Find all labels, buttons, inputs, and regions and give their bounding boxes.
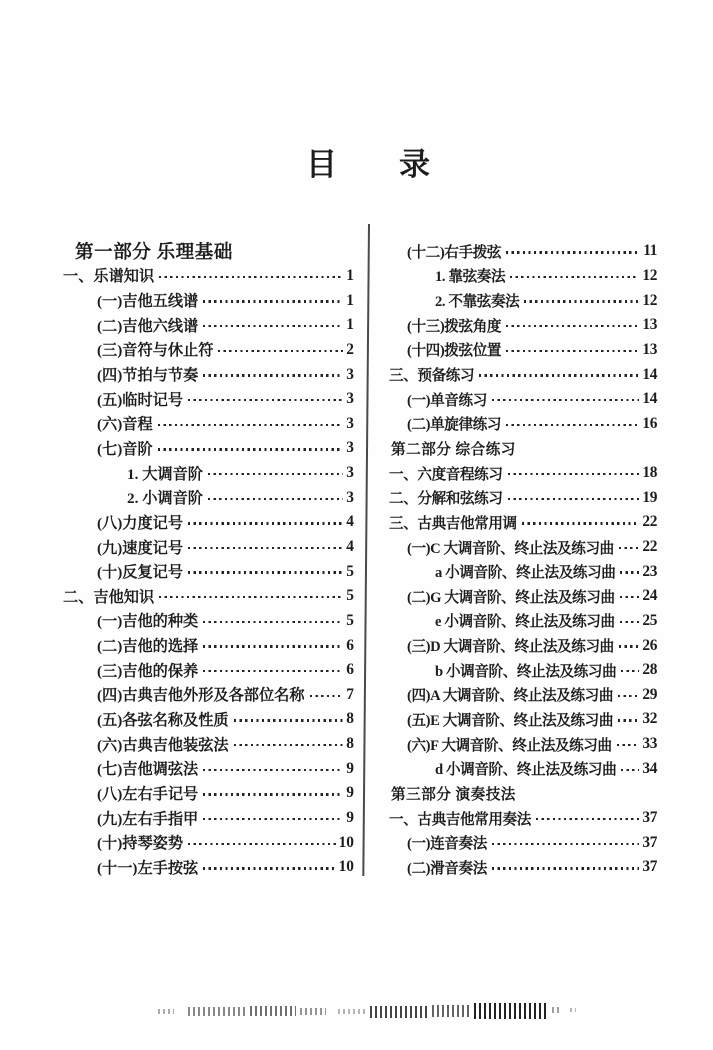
toc-entry-page-number: 16 [642,414,657,432]
dot-leader [617,744,640,746]
toc-entry-page-number: 10 [338,833,354,851]
dot-leader [203,818,343,820]
toc-entry-label: (四)古典吉他外形及各部位名称 [97,687,305,705]
toc-entry [61,411,354,436]
dot-leader [203,670,343,672]
toc-entry-label: (二)吉他六线谱 [97,317,199,335]
dot-leader [492,867,640,869]
scan-noise-segment [552,1007,562,1013]
toc-entry-label: (四)节拍与节奏 [97,367,199,385]
toc-entry-label: d 小调音阶、终止法及练习曲 [435,762,617,779]
toc-entry [383,288,657,313]
toc-entry-label: (九)左右手指甲 [97,810,199,828]
toc-entry-page-number: 5 [346,562,354,580]
dot-leader [619,645,640,647]
toc-entry-label: (十二)右手拨弦 [407,244,502,261]
dot-leader [159,596,343,598]
toc-entry-page-number: 26 [642,636,657,654]
toc-entry-label: (三)音符与休止符 [97,342,214,360]
toc-entry-page-number: 37 [642,809,657,827]
toc-entry-label: (八)力度记号 [97,514,184,532]
toc-entry [383,313,657,338]
toc-entry [61,362,354,387]
toc-entry-page-number: 37 [642,858,657,876]
dot-leader [621,769,639,771]
toc-entry [61,584,354,609]
toc-entry [61,387,354,412]
toc-entry [61,313,354,338]
dot-leader [506,424,639,426]
toc-entry-label: (一)吉他的种类 [97,613,199,631]
toc-entry-page-number: 29 [642,685,657,703]
dot-leader [188,547,343,549]
dot-leader [510,276,639,278]
toc-entry-page-number: 4 [346,513,354,531]
toc-entry [383,362,657,387]
toc-entry-label: (六)古典吉他装弦法 [97,736,229,754]
toc-entry-page-number: 1 [346,291,354,309]
dot-leader [203,867,335,869]
dot-leader [234,719,344,721]
dot-leader [203,621,343,623]
toc-entry [383,584,657,609]
toc-entry-page-number: 22 [642,513,657,531]
toc-entry [61,510,354,535]
toc-entry [61,264,354,289]
toc-entry-page-number: 14 [642,365,657,383]
toc-entry [61,633,354,658]
dot-leader [203,300,343,302]
toc-entry-label: (二)滑音奏法 [407,860,487,877]
dot-leader [492,843,640,845]
toc-entry [383,830,657,855]
toc-entry-page-number: 13 [642,316,657,334]
toc-entry-page-number: 9 [346,759,354,777]
scan-noise-segment [158,1009,174,1014]
toc-entry-label: (一)C 大调音阶、终止法及练习曲 [407,540,614,557]
dot-leader [492,399,640,401]
toc-entry-page-number: 4 [346,538,354,555]
toc-entry-label: 一、古典吉他常用奏法 [389,811,531,828]
toc-entry-label: 第三部分 演奏技法 [391,786,516,803]
toc-entry-page-number: 3 [346,464,354,482]
toc-entry-page-number: 10 [338,858,354,876]
toc-entry-label: 2. 小调音阶 [127,490,203,508]
toc-entry-page-number: 3 [346,390,354,408]
toc-entry-page-number: 6 [346,661,354,679]
toc-entry [383,559,657,584]
toc-entry-page-number: 8 [346,735,354,753]
toc-entry-label: 第一部分 乐理基础 [75,242,233,264]
toc-entry [383,485,657,510]
dot-leader [536,818,639,820]
scan-noise-artifact [158,1001,583,1023]
toc-entry-label: (十)持琴姿势 [97,835,184,853]
toc-entry [383,707,657,732]
toc-entry-label: b 小调音阶、终止法及练习曲 [435,663,617,680]
toc-entry [383,239,657,264]
toc-entry-page-number: 33 [642,735,657,753]
toc-entry-page-number: 37 [642,833,657,851]
toc-entry-label: (八)左右手记号 [97,785,199,803]
dot-leader [203,793,343,795]
toc-entry [61,781,354,806]
toc-entry [61,559,354,584]
toc-entry-page-number: 3 [346,488,354,506]
toc-entry-label: 三、古典吉他常用调 [389,515,517,532]
toc-entry [383,806,657,831]
toc-entry-label: 第二部分 综合练习 [391,441,516,458]
toc-entry-page-number: 3 [346,414,354,432]
toc-entry [61,288,354,313]
toc-entry-label: 一、乐谱知识 [63,268,155,286]
dot-leader [620,571,639,573]
toc-entry [383,535,657,560]
toc-entry-page-number: 5 [346,587,354,605]
dot-leader [158,448,344,450]
toc-entry [383,461,657,486]
toc-entry-label: (三)D 大调音阶、终止法及练习曲 [407,639,614,656]
toc-entry-page-number: 2 [346,340,354,358]
toc-entry-label: (十三)拨弦角度 [407,318,502,335]
toc-entry-page-number: 23 [642,562,657,580]
toc-entry-page-number: 18 [642,464,657,482]
toc-entry-label: (一)吉他五线谱 [97,293,199,311]
toc-entry-label: (五)临时记号 [97,391,184,409]
dot-leader [621,670,639,672]
toc-entry-label: (二)吉他的选择 [97,638,199,656]
dot-leader [506,251,640,253]
toc-entry-page-number: 24 [642,587,657,605]
toc-entry-label: (四)A 大调音阶、终止法及练习曲 [407,688,614,705]
dot-leader [620,621,640,623]
toc-entry [383,683,657,708]
toc-entry-label: (十)反复记号 [97,564,184,582]
toc-entry-label: 二、吉他知识 [63,588,155,606]
toc-entry [61,609,354,634]
toc-entry [383,658,657,683]
toc-entry-label: (五)各弦名称及性质 [97,711,229,729]
dot-leader [208,473,343,475]
toc-entry-page-number: 12 [642,291,657,309]
title-char: 目 [306,147,337,182]
scan-noise-segment [188,1007,246,1016]
dot-leader [188,571,343,573]
toc-entry [383,387,657,412]
dot-leader [619,547,640,549]
scan-noise-segment [300,1008,326,1015]
dot-leader [188,522,343,524]
toc-entry [61,658,354,683]
toc-entry-label: 2. 不靠弦奏法 [435,294,520,311]
toc-entry-page-number: 5 [346,611,354,629]
toc-entry-page-number: 19 [642,488,657,506]
column-divider-line [362,224,369,876]
toc-entry-label: (二)G 大调音阶、终止法及练习曲 [407,589,615,606]
toc-entry-page-number: 9 [346,809,354,827]
dot-leader [203,325,343,327]
toc-entry [383,756,657,781]
scan-noise-segment [570,1008,576,1012]
scan-noise-segment [432,1005,472,1017]
dot-leader [203,374,343,376]
toc-entry-label: (一)连音奏法 [407,836,487,853]
toc-entry-label: (二)单旋律练习 [407,417,502,434]
scan-noise-segment [338,1009,366,1014]
toc-entry-page-number: 34 [642,759,657,777]
toc-entry [383,411,657,436]
toc-entry [61,485,354,510]
toc-part-header [61,239,354,264]
toc-entry-page-number: 32 [642,710,657,728]
toc-entry [383,732,657,757]
dot-leader [522,522,640,524]
toc-entry-label: (三)吉他的保养 [97,662,199,680]
toc-entry-label: (七)吉他调弦法 [97,761,199,779]
toc-part-header [383,781,657,806]
toc-entry-page-number: 3 [346,439,354,457]
toc-entry [383,510,657,535]
dot-leader [218,350,343,352]
toc-column-left [61,239,354,880]
dot-leader [159,276,343,278]
dot-leader [203,769,343,771]
toc-entry-label: 1. 靠弦奏法 [435,269,506,286]
toc-entry-page-number: 14 [642,390,657,408]
toc-entry-label: 1. 大调音阶 [127,465,203,483]
toc-entry-page-number: 9 [346,784,354,802]
toc-entry [61,461,354,486]
dot-leader [188,843,336,845]
toc-entry [383,609,657,634]
toc-entry-page-number: 1 [346,266,354,284]
toc-entry-label: (七)音阶 [97,440,153,458]
toc-entry-page-number: 3 [346,365,354,383]
toc-entry-label: (十一)左手按弦 [97,859,199,877]
scan-noise-segment [474,1003,548,1019]
toc-entry [61,732,354,757]
dot-leader [158,424,344,426]
toc-entry-label: a 小调音阶、终止法及练习曲 [435,565,616,582]
dot-leader [234,744,344,746]
dot-leader [618,695,639,697]
toc-entry [61,855,354,880]
toc-entry [383,264,657,289]
scan-noise-segment [370,1006,428,1018]
toc-entry [61,806,354,831]
toc-entry [61,683,354,708]
dot-leader [310,695,344,697]
toc-entry-page-number: 7 [346,685,354,703]
toc-entry-page-number: 22 [642,538,657,555]
toc-entry-label: (六)音程 [97,416,153,434]
toc-entry-page-number: 8 [346,710,354,728]
toc-entry [61,756,354,781]
toc-entry [383,855,657,880]
toc-entry-page-number: 6 [346,636,354,654]
toc-entry [383,338,657,363]
toc-entry-label: e 小调音阶、终止法及练习曲 [435,614,615,631]
dot-leader [508,473,640,475]
toc-entry-label: 三、预备练习 [389,368,475,385]
dot-leader [203,645,343,647]
toc-entry [61,830,354,855]
toc-entry-page-number: 28 [642,661,657,679]
title-char: 录 [399,147,430,182]
dot-leader [188,399,343,401]
toc-entry [61,338,354,363]
toc-entry-page-number: 11 [643,242,657,260]
toc-entry-label: 一、六度音程练习 [389,466,503,483]
dot-leader [508,498,640,500]
dot-leader [479,374,639,376]
toc-entry [61,535,354,560]
page-title [306,146,430,183]
dot-leader [620,596,640,598]
dot-leader [506,350,639,352]
toc-column-right [383,239,657,880]
toc-entry [61,436,354,461]
toc-entry-label: (一)单音练习 [407,392,487,409]
toc-entry-page-number: 12 [642,266,657,284]
dot-leader [208,498,343,500]
toc-entry-label: (六)F 大调音阶、终止法及练习曲 [407,737,612,754]
toc-entry-page-number: 13 [642,340,657,358]
toc-entry [383,633,657,658]
toc-entry-label: 二、分解和弦练习 [389,491,503,508]
toc-part-header [383,436,657,461]
toc-entry-label: (十四)拨弦位置 [407,343,502,360]
dot-leader [506,325,639,327]
dot-leader [524,300,639,302]
toc-entry-label: (九)速度记号 [97,539,184,557]
toc-entry-page-number: 1 [346,316,354,334]
scan-noise-segment [250,1006,296,1016]
dot-leader [618,719,639,721]
toc-entry-label: (五)E 大调音阶、终止法及练习曲 [407,712,614,729]
toc-entry-page-number: 25 [642,611,657,629]
toc-entry [61,707,354,732]
